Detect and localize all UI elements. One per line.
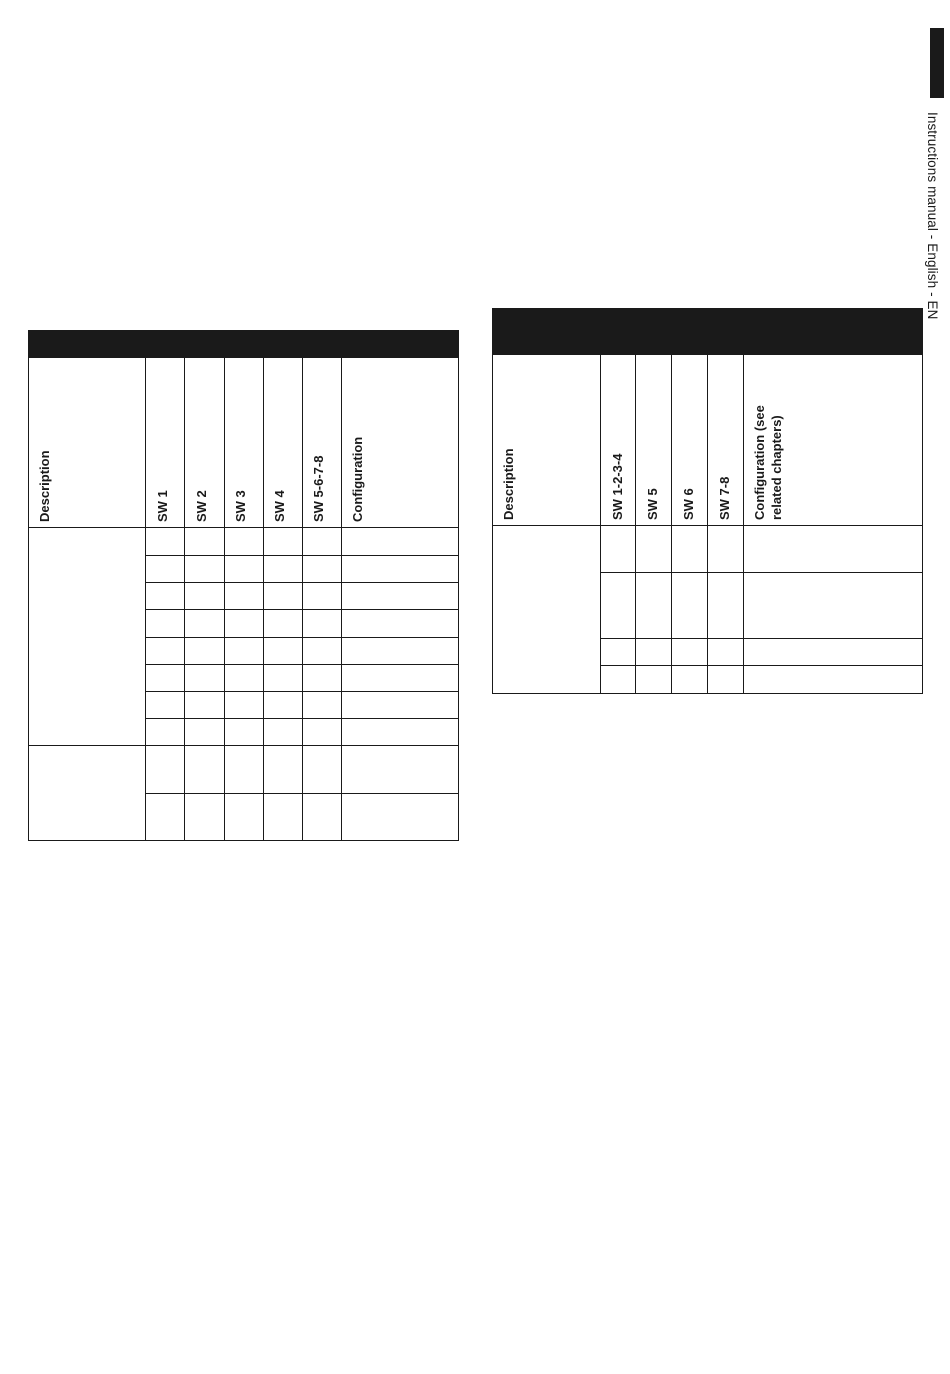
t2-header-configuration-line2: related chapters)	[769, 415, 784, 520]
t1-header-description: Description	[37, 450, 52, 522]
t2-header-configuration	[751, 405, 785, 520]
t2-header-sw78: SW 7-8	[717, 476, 732, 520]
t1-header-sw4: SW 4	[272, 490, 287, 522]
t1-header-sw5678: SW 5-6-7-8	[311, 455, 326, 522]
t2-header-sw6: SW 6	[681, 488, 696, 520]
t1-header-sw2: SW 2	[194, 490, 209, 522]
t1-header-sw3: SW 3	[233, 490, 248, 522]
chapter-tab-marker	[930, 28, 944, 98]
side-running-header: Instructions manual - English - EN	[925, 112, 940, 320]
t2-header-description: Description	[501, 448, 516, 520]
table-1-title-bar	[28, 330, 459, 358]
t2-header-sw5: SW 5	[645, 488, 660, 520]
t1-header-sw1: SW 1	[155, 490, 170, 522]
dip-switch-table-1	[28, 330, 459, 841]
t2-header-configuration-line1: Configuration (see	[752, 405, 767, 520]
t2-header-sw1234: SW 1-2-3-4	[610, 453, 625, 520]
table-2-title-bar	[492, 308, 923, 355]
t1-header-configuration: Configuration	[350, 436, 365, 522]
